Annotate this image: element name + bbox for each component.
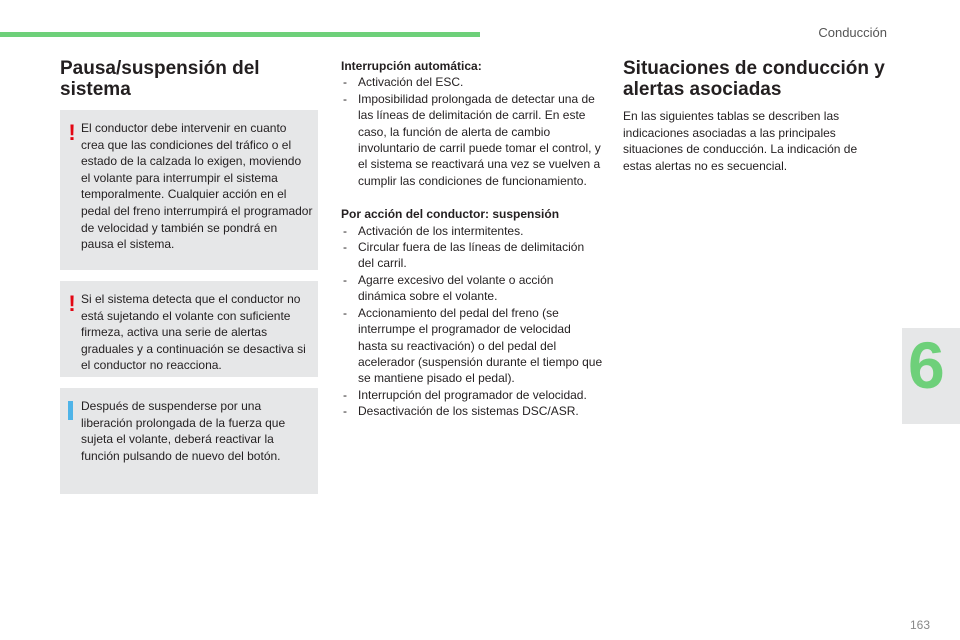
interruption-column bbox=[341, 58, 603, 420]
header-accent-bar bbox=[0, 32, 480, 37]
driver-suspension-heading: Por acción del conductor: suspensión bbox=[341, 207, 560, 222]
list-item: - Activación de los intermitentes. bbox=[341, 223, 603, 239]
list-item: - Desactivación de los sistemas DSC/ASR. bbox=[341, 403, 603, 419]
list-item: - Accionamiento del pedal del freno (se interrumpe el programador de velocidad hasta su reactivación) o del pedal del acelerador (suspensión durante el tiempo que se mantiene pisado el pedal). bbox=[341, 305, 603, 387]
list-item: - Interrupción del programador de velocidad. bbox=[341, 387, 603, 403]
auto-interruption-list bbox=[341, 74, 603, 189]
heading-driving-situations: Situaciones de conducción y alertas asociadas bbox=[623, 58, 885, 100]
exclamation-icon: ! bbox=[68, 120, 76, 145]
list-item: - Imposibilidad prolongada de detectar una de las líneas de delimitación de carril. En este caso, la función de alerta de cambio involuntario de carril puede tomar el control, y el sistema se reactivará una vez se vuelven a cumplir las condiciones de funcionamiento. bbox=[341, 91, 603, 189]
chapter-tab bbox=[902, 328, 960, 424]
warning-box bbox=[60, 110, 318, 270]
page-number: 163 bbox=[909, 618, 930, 632]
list-item: - Circular fuera de las líneas de delimitación del carril. bbox=[341, 239, 603, 272]
driver-suspension-list bbox=[341, 223, 603, 420]
exclamation-icon: ! bbox=[68, 291, 76, 316]
list-item: - Agarre excesivo del volante o acción dinámica sobre el volante. bbox=[341, 272, 603, 305]
list-item: - Activación del ESC. bbox=[341, 74, 603, 90]
section-title: Conducción bbox=[818, 25, 887, 40]
warning-text: Si el sistema detecta que el conductor no está sujetando el volante con suficiente firmeza, activa una serie de alertas graduales y a continuación se desactiva si el conductor no reacciona. bbox=[81, 292, 306, 373]
heading-pause-suspension: Pausa/suspensión del sistema bbox=[60, 58, 260, 100]
warning-text: El conductor debe intervenir en cuanto crea que las condiciones del tráfico o el estado de la calzada lo exigen, moviendo el volante para interrumpir el sistema temporalmente. Cualquier acción en el pedal del freno interrumpirá el programador de velocidad y también se pondrá en pausa el sistema. bbox=[81, 121, 313, 252]
info-box bbox=[60, 388, 318, 494]
info-text: Después de suspenderse por una liberación prolongada de la fuerza que sujeta el volante, deberá reactivar la función pulsando de nuevo del botón. bbox=[81, 399, 286, 463]
info-bar-icon bbox=[68, 401, 73, 420]
warning-box bbox=[60, 281, 318, 377]
auto-interruption-heading: Interrupción automática: bbox=[341, 59, 482, 73]
chapter-number: 6 bbox=[908, 328, 945, 402]
driving-situations-text: En las siguientes tablas se describen las indicaciones asociadas a las principales situaciones de conducción. La indicación de estas alertas no es secuencial. bbox=[623, 109, 858, 173]
